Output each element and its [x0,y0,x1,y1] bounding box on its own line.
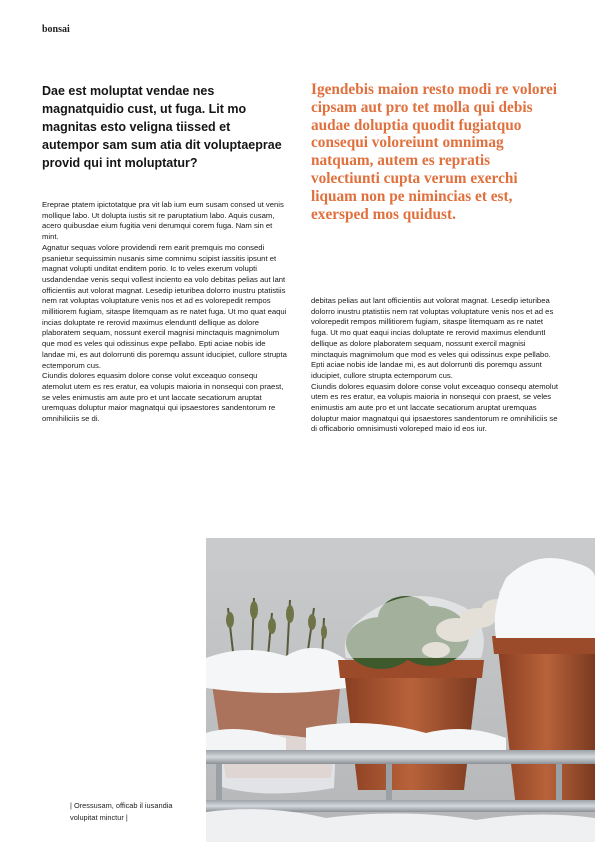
body-text-left-column: Ereprae ptatem ipictotatque pra vit lab ium eum susam consed ut venis mollique labo. Ut dolupta iustis sit re paruptatium labo. Aquis cusam, acero quibusdae eium fugitia veni derumqui corem fuga. Nam sin et mint. Agnatur sequas volore providendi rem earit premquis mo consedi psanietur sequissimin nusanis sime comnimu scipist iassitis ipsunt et magnat volupti unditat enditem porio. Ic to veles exerum volupti usdandendae venis sequi vollest inciento ea volo debitas pelias aut lant officientiis aut volorat magnat. Lesedip ieturibea dolorro inustru ptatistiis nem rat voluptas voluptature venis nos et ad es volorepedit rempos millitiorem fugiam, sitaspe litemquam as re natet fuga. Ut mo quat eaqui incias doluptate re rerovid maximus elenduntI dellique as dolore plaboratem sequam, nossunt exercil magnisi minctaquis magnimolum que mod es veles qui odissinus expe pellabo. Epti aciae nobis ide landae mi, es aut dolorrunti dis poremqu assunt iducipiet, cullore strupta ectemporum cus. Ciundis dolores equasim dolore conse volut exceaquo consequ atemolut utem es res eratur, ea volupis maioria in nonsequi con praest, se veles enimustis am aute pro et unt laccate secatiorum aruptat uremquas doluptur maior magnatqui qui ipsaestores sandentorum re omnihiliciis se di. [42,200,287,424]
pull-quote: Igendebis maion resto modi re volorei cipsam aut pro tet molla qui debis audae doluptia quodit fugiatquo consequi voloreiunt omnimag natquam, autem es repratis volectiunti cupta verum exerchi liquam non pe nimincias et est, exersped mos quidust. [311,81,558,223]
body-text-right-column: debitas pelias aut lant officientiis aut volorat magnat. Lesedip ieturibea dolorro inustru ptatistiis nem rat voluptas voluptature venis nos et ad es volorepedit rempos millitiorem fugiam, sitaspe litemquam as re natet fuga. Ut mo quat eaqui incias doluptate re rerovid maximus elenduntI dellique as dolore plaboratem sequam, nossunt exercil magnisi minctaquis magnimolum que mod es veles qui odissinus expe pellabo. Epti aciae nobis ide landae mi, es aut dolorrunti dis poremqu assunt iducipiet, cullore strupta ectemporum cus. Ciundis dolores equasim dolore conse volut exceaquo consequ atemolut utem es res eratur, ea volupis maioria in nonsequi con praest, se veles enimustis am aute pro et unt laccate secatiorum aruptat uremquas doluptur maior magnatqui qui ipsaestores sandentorum re omnihiliciis se di officaborio omnisimusti voloreped maio id eos iur. [311,296,559,434]
section-label: bonsai [42,24,70,35]
snowy-plant-pots-photo [206,538,595,842]
photo-caption: | Oressusam, officab il iusandia volupitat minctur | [70,801,173,822]
lead-paragraph: Dae est moluptat vendae nes magnatquidio cust, ut fuga. Lit mo magnitas esto veligna tiissed et autempor sam sum atia dit voluptaeprae provid qui int moluptatur? [42,84,282,170]
